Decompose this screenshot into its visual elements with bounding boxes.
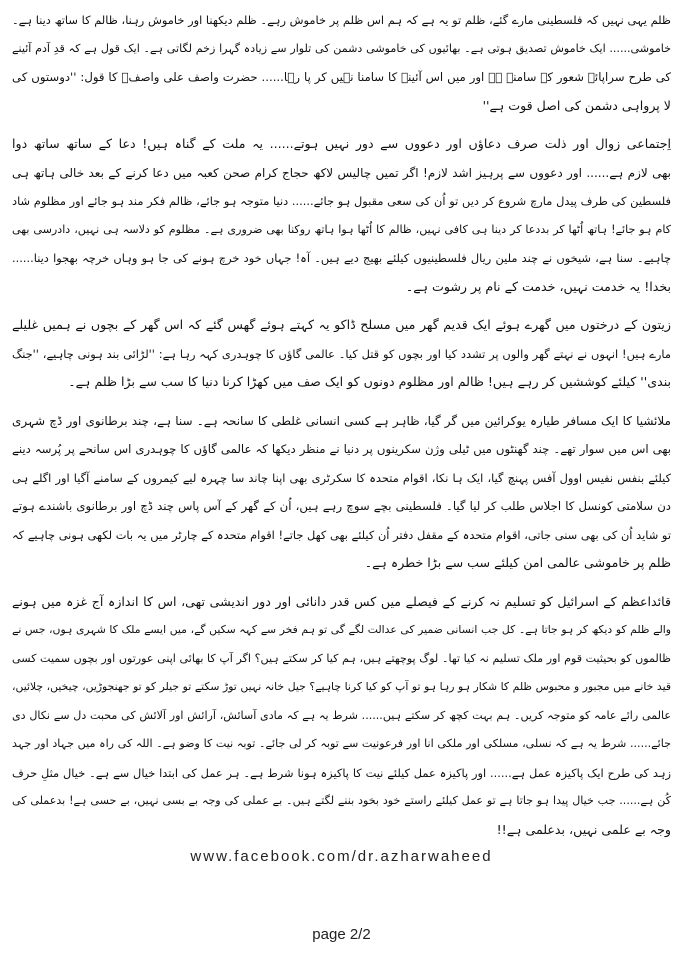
paragraph <box>12 407 671 578</box>
text-line: عالمی رائے عامہ کو متوجہ کریں۔ ہم بہت کچھ کر سکتے ہیں...... شرط یہ ہے کہ مادی آسائش، آرائش اور آلائش کی محبت دل سے نکال دی <box>12 708 671 722</box>
text-line: بخدا! یہ خدمت نہیں، خدمت کے نام پر رشوت ہے۔ <box>405 278 671 294</box>
text-line: والے ظلم کو دیکھ کر ہو جاتا ہے۔ کل جب انسانی ضمیر کی عدالت لگے گی تو ہم فخر سے کہہ سکیں گے، میں ایسے ملک کا شہری ہوں، جس نے <box>12 623 671 636</box>
text-line: کی طرح سراپائے شعور کے سامنے ہے اور میں اس آئینے کا سامنا نہیں کر پا رہا...... حضرت واصف علی واصفؒ کا قول: ''دوستوں کی <box>12 70 671 84</box>
text-line: زہد کی طرح ایک پاکیزہ عمل ہے...... اور پاکیزہ عمل کیلئے نیت کا پاکیزہ ہونا شرط ہے۔ ہر عمل کی ابتدا خیال سے ہے۔ خیال مثلِ حرف <box>12 765 671 780</box>
text-line: بھی اس میں سوار تھے۔ چند گھنٹوں میں ٹیلی وژن سکرینوں پر دنیا نے منظر دیکھا کہ عالمی گاؤں کا چوہدری اس سانحے پر پُرسہ دینے <box>12 442 671 456</box>
text-line: خاموشی...... ایک خاموش تصدیق ہوتی ہے۔ بھائیوں کی خاموشی دشمن کی تلوار سے زیادہ گہرا زخم لگاتی ہے۔ ایک قول ہے کہ قدِ آدم آئینے <box>12 41 671 55</box>
paragraph <box>12 130 671 301</box>
text-line: قائداعظم کے اسرائیل کو تسلیم نہ کرنے کے فیصلے میں کس قدر دانائی اور دور اندیشی تھی، اس کا اندازہ آج غزہ میں ہونے <box>12 593 671 609</box>
text-line: قید خانے میں مجبور و محبوس ظلم کا شکار ہو رہا ہو تو آپ کو کیا کرنا چاہیے؟ جیل خانہ نہیں توڑ سکتے تو جیلر کو تو جھنجوڑیں، چیخیں، چلائیں، <box>12 680 671 693</box>
paragraph <box>12 6 671 120</box>
facebook-url: www.facebook.com/dr.azharwaheed <box>190 848 493 865</box>
text-line: جائے...... شرط یہ ہے کہ نسلی، مسلکی اور ملکی انا اور فرعونیت سے توبہ کر لی جائے۔ توبہ نیت کا وضو ہے۔ اللہ کی راہ میں جہاد اور جہد <box>12 737 671 750</box>
text-line: چاہیے۔ سنا ہے، شیخوں نے چند ملین ریال فلسطینیوں کیلئے بھیج دیے ہیں۔ آہ! جہاں خود خرچ ہونے کی جا ہو وہاں خرچہ بھجوا دینا...... <box>12 251 671 265</box>
text-line: کام ہو جائے! ہاتھ اُٹھا کر بددعا کر دینا ہی کافی نہیں، ظالم کا اُٹھا ہوا ہاتھ روکنا بھی ضروری ہے۔ مظلوم کو دلاسہ ہی نہیں، دادرسی بھی <box>12 222 671 236</box>
paragraph <box>12 311 671 397</box>
text-line: ظالموں کو بحیثیت قوم اور ملک تسلیم نہ کیا تھا۔ لوگ پوچھتے ہیں، ہم کیا کر سکتے ہیں؟ اگر آپ کا بھائی اپنی عورتوں اور بچوں سمیت کسی <box>12 651 671 665</box>
paragraph <box>12 588 671 845</box>
text-line: دن سلامتی کونسل کا اجلاس طلب کر لیا گیا۔ فلسطینی بچے سوچ رہے ہیں، اُن کے گھر کے آس پاس چند ڈچ اور برطانوی باشندے ہوتے <box>12 499 671 513</box>
text-line: تو شاید اُن کی بھی سنی جاتی، اقوام متحدہ کے مقفل دفتر اُن کیلئے بھی کھل جاتے! اقوام متحدہ کے چارٹر میں یہ بات لکھی ہونی چاہیے کہ <box>12 527 671 542</box>
text-line: اِجتماعی زوال اور ذلت صرف دعاؤں اور دعووں سے دور نہیں ہوتے...... یہ ملت کے گناہ ہیں! دعا کے ساتھ ساتھ دوا <box>12 136 671 151</box>
text-line: لا پرواہی دشمن کی اصل قوت ہے'' <box>482 97 671 113</box>
text-line: کُن ہے...... جب خیال پیدا ہو جاتا ہے تو عمل کیلئے راستے خود بخود بننے لگتے ہیں۔ بے عملی کی وجہ بے بسی نہیں، بے حسی ہے! بدعملی کی <box>12 794 671 807</box>
text-line: مارے ہیں! انہوں نے نہتے گھر والوں پر تشدد کیا اور بچوں کو قتل کیا۔ عالمی گاؤں کا چوہدری کہہ رہا ہے: ''لڑائی بند ہونی چاہیے، ''جنگ <box>12 346 671 361</box>
text-line: ملائشیا کا ایک مسافر طیارہ یوکرائین میں گر گیا، ظاہر ہے کسی انسانی غلطی کا سانحہ ہے۔ سنا ہے، چند برطانوی اور ڈچ شہری <box>12 413 671 428</box>
page-number: page 2/2 <box>312 926 371 943</box>
article-body <box>12 6 671 844</box>
text-line: ظلم پر خاموشی عالمی امن کیلئے سب سے بڑا خطرہ ہے۔ <box>364 555 671 570</box>
text-line: زیتون کے درختوں میں گھرے ہوئے ایک قدیم گھر میں مسلح ڈاکو یہ کہتے ہوئے گھس گئے کہ اس گھر کے بچوں نے ہمیں غلیلے <box>12 317 671 332</box>
text-line: ظلم یہی نہیں کہ فلسطینی مارے گئے، ظلم تو یہ ہے کہ ہم اس ظلم پر خاموش رہے۔ ظلم دیکھنا اور خاموش رہنا، ظالم کا ساتھ دینا ہے۔ <box>12 13 671 27</box>
text-line: کیلئے بنفس نفیس اوول آفس پہنچ گیا، ایک ہا نکا، اقوام متحدہ کا سکرٹری بھی اپنا چاند سا چہرہ لیے کیمروں کے سامنے آگیا اور اگلے ہی <box>12 470 671 485</box>
text-line: بھی لازم ہے...... اور دعووں سے پرہیز اشد لازم! اگر تمیں چالیس لاکھ حجاج کرام صحن کعبہ میں دعا کرنے کے بعد خالی ہاتھ ہی <box>12 165 671 180</box>
text-line: بندی'' کیلئے کوششیں کر رہے ہیں! ظالم اور مظلوم دونوں کو ایک صف میں کھڑا کرنا دنیا کا سب سے بڑا ظلم ہے۔ <box>68 374 671 389</box>
text-line: فلسطین کی طرف پیدل مارچ شروع کر دیں تو اُن کی سعی مقبول ہو جائے...... دنیا متوجہ ہو جائے، ظالم فکر مند ہو جائے اور مظلوم شاد <box>12 194 671 208</box>
text-line: وجہ بے علمی نہیں، بدعلمی ہے!! <box>496 821 671 837</box>
